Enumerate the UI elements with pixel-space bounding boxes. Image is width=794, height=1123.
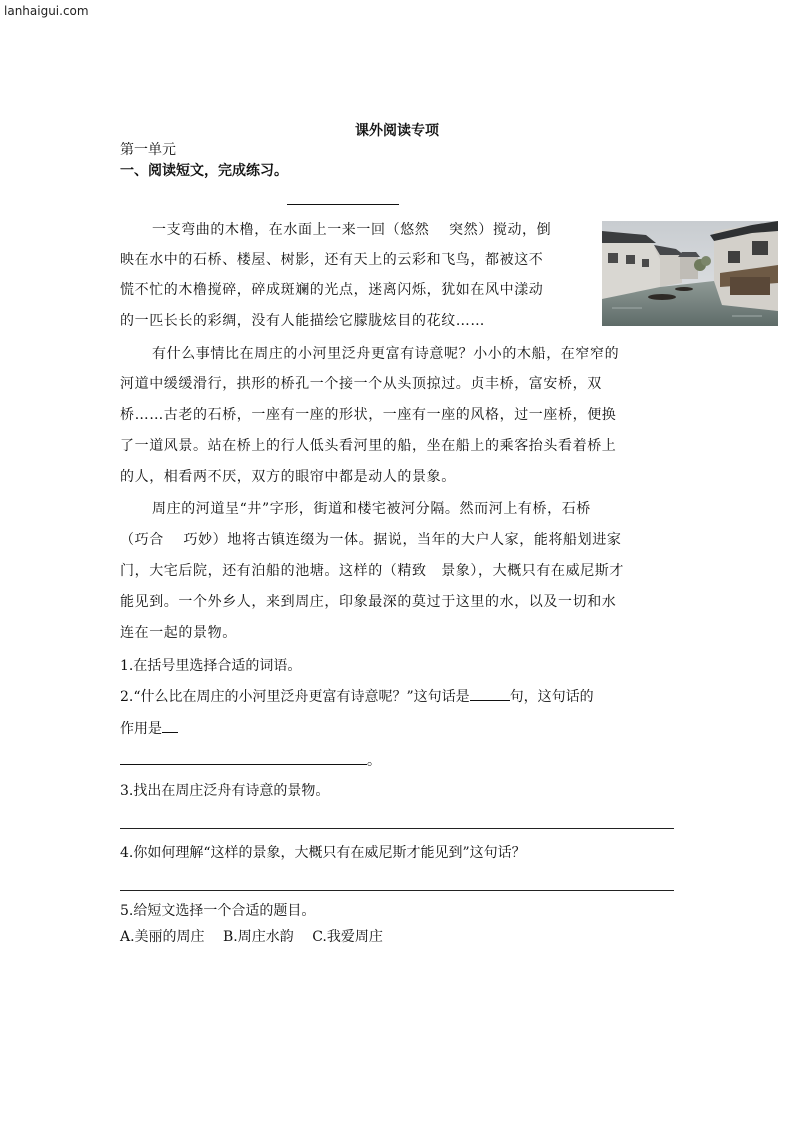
passage-line: 桥……古老的石桥，一座有一座的形状，一座有一座的风格，过一座桥，便换 [120,407,617,423]
passage-line: 有什么事情比在周庄的小河里泛舟更富有诗意呢？小小的木船，在窄窄的 [152,346,620,362]
purpose-answer-blank-start[interactable] [162,718,178,733]
question-5-options: A.美丽的周庄 B.周庄水韵 C.我爱周庄 [120,929,383,945]
question-2 [120,686,594,706]
sentence-type-answer-blank[interactable] [470,686,510,701]
question-4: 4.你如何理解“这样的景象，大概只有在威尼斯才能见到”这句话？ [120,845,526,861]
question-2-line2 [120,718,178,738]
passage-line: 门，大宅后院，还有泊船的池塘。这样的（精致 景象），大概只有在威尼斯才 [120,563,624,579]
passage-line: 周庄的河道呈“井”字形，街道和楼宅被河分隔。然而河上有桥，石桥 [152,501,591,517]
unit-label: 第一单元 [120,142,176,158]
question-1: 1.在括号里选择合适的词语。 [120,658,302,674]
passage-line: 的人，相看两不厌，双方的眼帘中都是动人的景象。 [120,469,456,485]
question-2-purpose-label: 作用是 [120,721,162,737]
passage-line: 了一道风景。站在桥上的行人低头看河里的船，坐在船上的乘客抬头看着桥上 [120,438,617,454]
purpose-answer-blank[interactable] [120,750,367,765]
period-mark: 。 [367,753,381,769]
passage-line: 河道中缓缓滑行，拱形的桥孔一个接一个从头顶掠过。贞丰桥，富安桥，双 [120,376,602,392]
question-4-answer-line[interactable] [120,890,674,891]
question-2-text-cont: 句，这句话的 [509,689,594,705]
passage-line: 能见到。一个外乡人，来到周庄，印象最深的莫过于这里的水，以及一切和水 [120,594,617,610]
passage-line: 的一匹长长的彩绸，没有人能描绘它朦胧炫目的花纹…… [120,313,485,329]
section-heading: 一、阅读短文，完成练习。 [120,163,288,179]
question-2-line3 [120,750,381,769]
passage-line: 连在一起的景物。 [120,625,237,641]
question-2-text: 2.“什么比在周庄的小河里泛舟更富有诗意呢？”这句话是 [120,689,470,705]
passage-line: 映在水中的石桥、楼屋、树影，还有天上的云彩和飞鸟，都被这不 [120,252,544,268]
passage-line: 慌不忙的木橹搅碎，碎成斑斓的光点，迷离闪烁，犹如在风中漾动 [120,282,544,298]
passage-line: 一支弯曲的木橹，在水面上一来一回（悠然 突然）搅动，倒 [152,222,552,238]
page-title: 课外阅读专项 [355,123,439,139]
canal-town-photo [602,221,778,326]
passage-title-blank [287,204,399,205]
site-watermark: lanhaigui.com [4,4,89,18]
question-3: 3.找出在周庄泛舟有诗意的景物。 [120,783,330,799]
passage-line: （巧合 巧妙）地将古镇连缀为一体。据说，当年的大户人家，能将船划进家 [120,532,622,548]
question-5: 5.给短文选择一个合适的题目。 [120,903,316,919]
question-3-answer-line[interactable] [120,828,674,829]
